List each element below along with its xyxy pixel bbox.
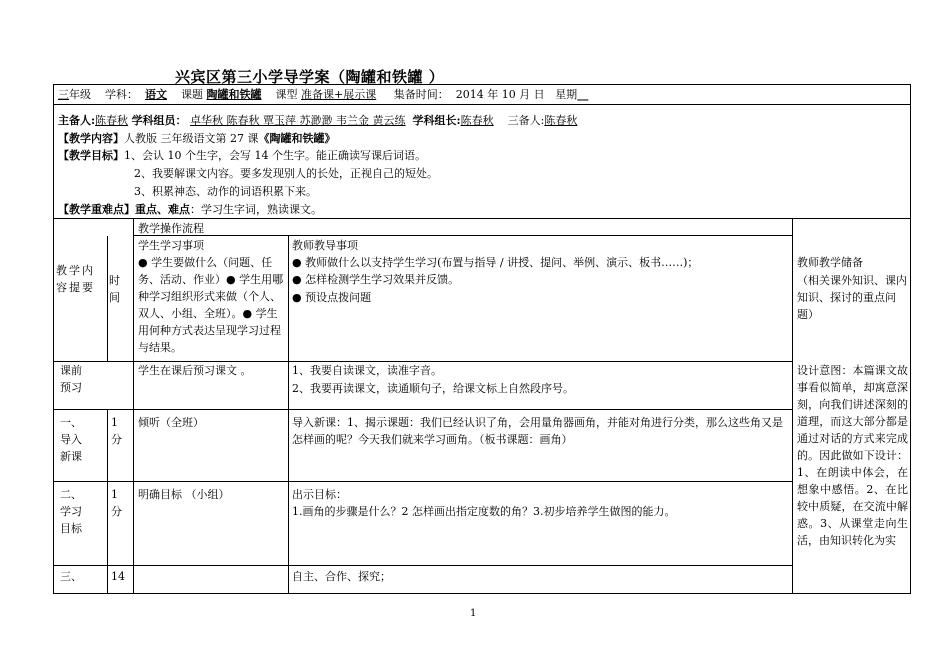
student-header: 学生学习事项 <box>138 239 204 252</box>
teacher-item: ● 预设点拨问题 <box>292 291 372 304</box>
rule-col-student-body <box>133 361 134 594</box>
page-number: 1 <box>470 608 477 619</box>
page-title: 兴宾区第三小学导学案（陶罐和铁罐 ） <box>175 68 445 86</box>
teacher-activity: 1、我要自读课文，读准字音。 <box>292 364 442 377</box>
teacher-activity: 自主、合作、探究； <box>292 570 391 583</box>
rule-col-teacher <box>288 236 289 594</box>
reserve-note: （相关课外知识、课内知识、探讨的重点问题） <box>797 274 907 321</box>
people-info: 主备人:陈春秋 学科组员： 卓华秋 陈春秋 覃玉萍 苏渺渺 韦兰金 黄云练 学科组长:陈春秋 三备人:陈春秋 <box>58 114 578 127</box>
teacher-item: ● 怎样检测学生学习效果并反馈。 <box>292 273 460 286</box>
rule-head-top <box>54 218 910 219</box>
student-activity: 明确目标 （小组） <box>138 488 230 501</box>
teacher-activity: 导入新课：1、揭示课题：我们已经认识了角，会用量角器画角，并能对角进行分类，那么这些角又是怎样画的呢？今天我们就来学习画角。（板书课题：画角） <box>292 416 783 446</box>
rule-row-3 <box>54 481 792 482</box>
student-items: ● 学生要做什么（问题、任务、活动、作业）● 学生用哪种学习组织形式来做（个人、双人、小组、全班）。● 学生用何种方式表达呈现学习过程与结果。 <box>138 256 284 354</box>
teaching-content: 【教学内容】人教版 三年级语文第 27 课《陶罐和铁罐》 <box>58 132 336 145</box>
time-value: 1分 <box>111 416 122 446</box>
rule-header <box>54 104 910 105</box>
stage-label: 一、导入新课 <box>60 416 82 463</box>
flow-header: 教学操作流程 <box>138 222 204 235</box>
key-points: 【教学重难点】重点、难点：学习生字词，熟读课文。 <box>58 203 322 216</box>
teacher-activity: 1.画角的步骤是什么？2 怎样画出指定度数的角？3.初步培养学生做图的能力。 <box>292 505 676 518</box>
stage-label: 课前预习 <box>60 364 82 394</box>
rule-flow-top <box>133 235 792 236</box>
rule-col-student <box>133 218 134 361</box>
rule-col-time-left <box>107 236 108 361</box>
rule-row-2 <box>54 409 792 410</box>
student-activity: 倾听（全班） <box>138 416 204 429</box>
teacher-activity: 出示目标： <box>292 488 347 501</box>
rule-col-reserve <box>792 218 793 594</box>
student-activity: 学生在课后预习课文 。 <box>138 364 252 377</box>
teacher-item: ● 教师做什么以支持学生学习(布置与指导 / 讲授、提问、举例、演示、板书……)； <box>292 256 699 269</box>
reserve-header: 教师教学储备 <box>797 256 863 269</box>
design-intent: 设计意图：本篇课文故事看似简单，却寓意深刻，向我们讲述深刻的道理，而这大部分都是通过对话的方式来完成的。因此做如下设计：1、在朗读中体会，在想象中感悟。2、在比较中质疑，在交流中解惑。3、从课堂走向生活，由知识转化为实 <box>797 364 908 547</box>
stage-label: 二、学习目标 <box>60 488 82 535</box>
col-content-header: 教学内容提要 <box>56 264 95 294</box>
time-value: 1分 <box>111 488 122 518</box>
teaching-goals: 【教学目标】1、会认 10 个生字，会写 14 个生字。能正确读写课后词语。 <box>58 149 426 162</box>
rule-row-4 <box>54 565 792 566</box>
goal-item: 3、积累神态、动作的词语积累下来。 <box>134 185 317 198</box>
teacher-activity: 2、我要再读课文，读通顺句子，给课文标上自然段序号。 <box>292 382 574 395</box>
col-time-header: 时间 <box>109 274 120 304</box>
goal-item: 2、我要解课文内容。要多发现别人的长处，正视自己的短处。 <box>134 167 438 180</box>
stage-label: 三、 <box>60 570 82 583</box>
rule-col-time-left-body <box>107 409 108 594</box>
time-value: 14 <box>111 570 125 583</box>
grade-info: 三年级 学科： 语文 课题 陶罐和铁罐 课型 准备课+展示课 集备时间： 2014 年 10 月 日 星期__ <box>58 88 589 101</box>
teacher-header: 教师教导事项 <box>292 239 358 252</box>
